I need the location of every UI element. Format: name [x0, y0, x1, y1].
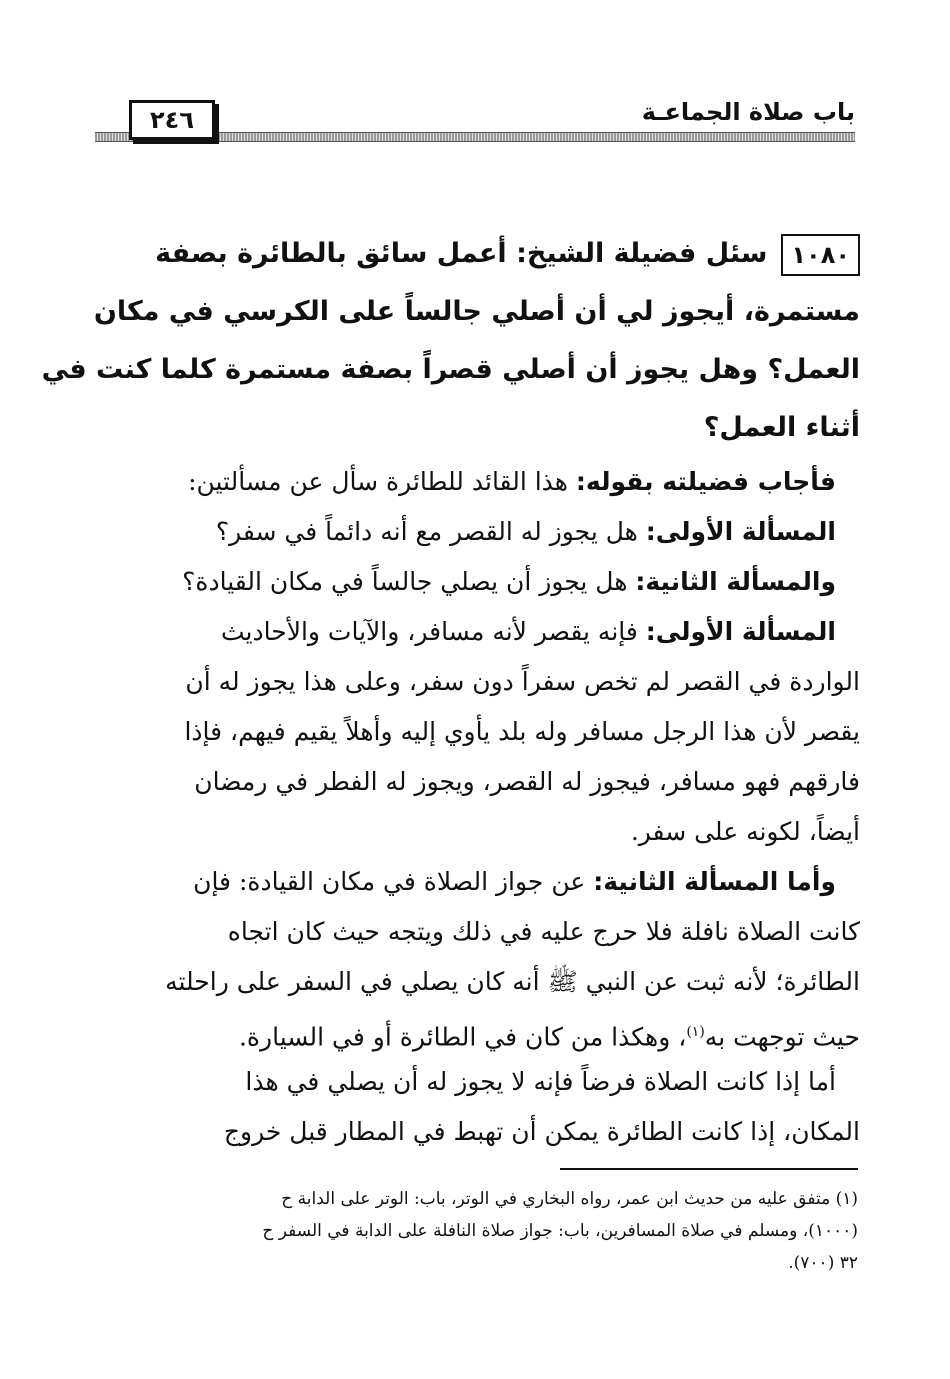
question-line: العمل؟ وهل يجوز أن أصلي قصراً بصفة مستمرة كلما كنت في [41, 354, 860, 385]
answer-line: أما إذا كانت الصلاة فرضاً فإنه لا يجوز له أن يصلي في هذا [245, 1067, 836, 1096]
part-one-first-line: المسألة الأولى: فإنه يقصر لأنه مسافر، والآيات والأحاديث [220, 617, 836, 646]
issue-two: والمسألة الثانية: هل يجوز أن يصلي جالساً في مكان القيادة؟ [182, 567, 836, 596]
question-line: أثناء العمل؟ [703, 412, 860, 443]
footnote-line: (١) متفق عليه من حديث ابن عمر، رواه البخاري في الوتر، باب: الوتر على الدابة ح [281, 1189, 858, 1209]
question-line: مستمرة، أيجوز لي أن أصلي جالساً على الكرسي في مكان [93, 296, 860, 327]
issue-one: المسألة الأولى: هل يجوز له القصر مع أنه دائماً في سفر؟ [215, 517, 836, 546]
part-two-first-line: وأما المسألة الثانية: عن جواز الصلاة في مكان القيادة: فإن [193, 867, 836, 896]
footnote [102, 1183, 858, 1279]
fatwa-number: ١٠٨٠ [781, 234, 860, 276]
answer-line: المكان، إذا كانت الطائرة يمكن أن تهبط في المطار قبل خروج [223, 1117, 860, 1146]
answer-intro: فأجاب فضيلته بقوله: هذا القائد للطائرة سأل عن مسألتين: [188, 467, 836, 496]
answer-line: يقصر لأن هذا الرجل مسافر وله بلد يأوي إليه وأهلاً يقيم فيهم، فإذا [184, 717, 860, 746]
answer-line: فارقهم فهو مسافر، فيجوز له القصر، ويجوز له الفطر في رمضان [194, 767, 860, 796]
page-number: ٢٤٦ [129, 100, 215, 140]
answer-line: الواردة في القصر لم تخص سفراً دون سفر، وعلى هذا يجوز له أن [185, 667, 860, 696]
footnote-separator [560, 1168, 858, 1170]
page-header [95, 92, 855, 152]
footnote-line: (١٠٠٠)، ومسلم في صلاة المسافرين، باب: جواز صلاة النافلة على الدابة في السفر ح [262, 1221, 858, 1241]
chapter-title: باب صلاة الجماعـة [641, 98, 855, 126]
answer-line: أيضاً، لكونه على سفر. [630, 817, 860, 846]
answer-line: الطائرة؛ لأنه ثبت عن النبي ﷺ أنه كان يصلي في السفر على راحلته [165, 967, 860, 996]
answer-line: كانت الصلاة نافلة فلا حرج عليه في ذلك ويتجه حيث كان اتجاه [227, 917, 860, 946]
footnote-ref[interactable]: (١) [686, 1024, 705, 1040]
answer-block [102, 457, 860, 1157]
page-body [41, 225, 860, 1157]
question-line: ١٠٨٠سئل فضيلة الشيخ: أعمل سائق بالطائرة بصفة [102, 225, 860, 283]
question-block [41, 225, 860, 457]
answer-line: حيث توجهت به$^{(١)}$، وهكذا من كان في الطائرة أو في السيارة. [238, 1022, 860, 1052]
footnote-line: ٣٢ (٧٠٠). [788, 1253, 858, 1273]
